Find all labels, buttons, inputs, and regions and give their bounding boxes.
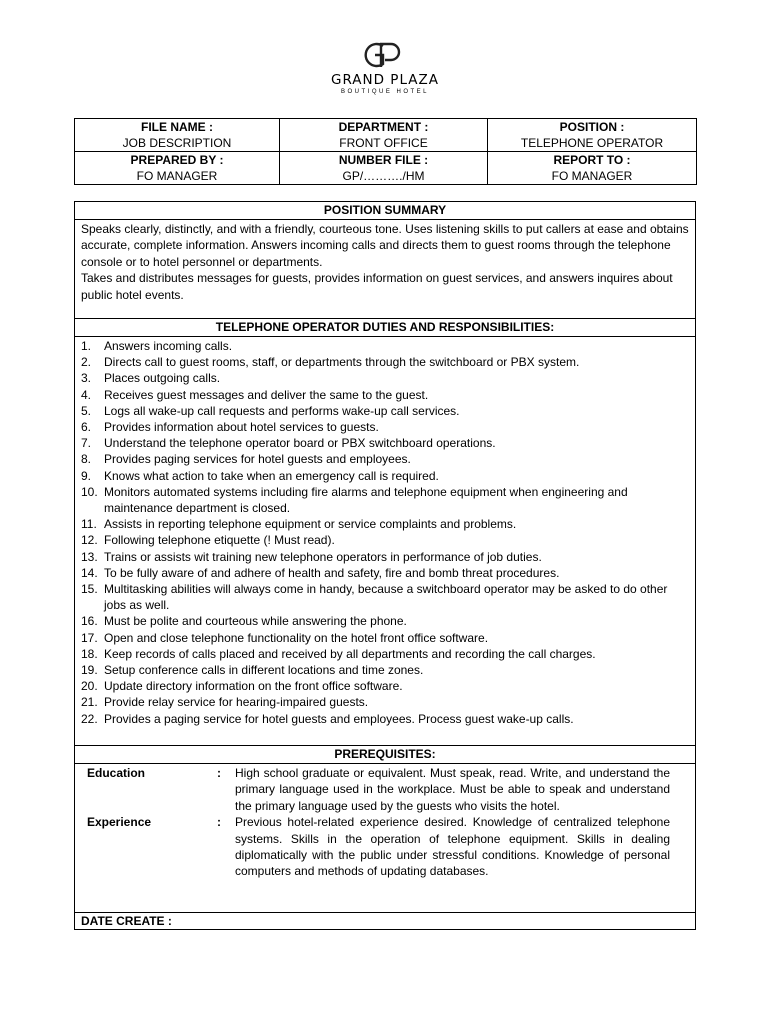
header-value: GP/………./HM (342, 169, 425, 183)
duty-text: Multitasking abilities will always come in handy, because a switchboard operator may be asked to do other jobs as well. (104, 582, 668, 613)
duty-text: Receives guest messages and deliver the same to the guest. (104, 387, 429, 402)
header-cell-prepared-by (75, 152, 280, 185)
brand-subtitle: BOUTIQUE HOTEL (340, 89, 429, 95)
experience-text: Previous hotel-related experience desired. Knowledge of centralized telephone systems. Skills in the operation of telephone equipment. Skills in dealing diplomatically with the public under stressful conditions. Knowledge of personal computers and methods of updating databases. (235, 815, 670, 879)
duty-item (81, 662, 689, 678)
header-value: TELEPHONE OPERATOR (520, 136, 664, 150)
duty-item (81, 354, 689, 370)
education-label: Education (87, 766, 146, 780)
header-cell-department (280, 119, 488, 152)
duty-number: 19. (81, 663, 98, 678)
duty-item (81, 581, 689, 613)
document-header-table (74, 118, 697, 185)
duty-item (81, 711, 689, 727)
prerequisites-title: PREREQUISITES: (75, 745, 695, 764)
duty-number: 2. (81, 355, 92, 370)
duty-item (81, 630, 689, 646)
duty-text: Update directory information on the front office software. (104, 679, 403, 694)
duty-number: 5. (81, 403, 92, 418)
duty-item (81, 435, 689, 451)
duty-item (81, 694, 689, 710)
header-label: DEPARTMENT : (338, 120, 429, 134)
duty-number: 22. (81, 711, 98, 726)
duty-number: 21. (81, 695, 98, 710)
duty-item (81, 370, 689, 386)
duty-text: Answers incoming calls. (104, 339, 233, 353)
summary-paragraph: Takes and distributes messages for guests, provides information on guest services, and answers inquires about public hotel events. (81, 271, 673, 302)
education-colon: : (217, 766, 221, 780)
duty-text: Provide relay service for hearing-impaired guests. (104, 695, 369, 710)
duty-item (81, 403, 689, 419)
duty-text: Directs call to guest rooms, staff, or departments through the switchboard or PBX system. (104, 355, 580, 370)
duty-number: 13. (81, 549, 98, 564)
duty-number: 10. (81, 484, 98, 499)
experience-row (87, 814, 670, 880)
duty-item (81, 565, 689, 581)
job-description-body (74, 201, 696, 930)
duty-item (81, 613, 689, 629)
duty-text: Trains or assists wit training new telephone operators in performance of job duties. (104, 549, 542, 564)
duty-text: Places outgoing calls. (104, 371, 221, 386)
header-value: JOB DESCRIPTION (122, 136, 232, 150)
duty-number: 1. (81, 339, 92, 353)
duty-number: 8. (81, 452, 92, 467)
gp-monogram-icon (361, 40, 409, 70)
header-label: NUMBER FILE : (338, 153, 429, 167)
duty-item (81, 646, 689, 662)
position-summary-title: POSITION SUMMARY (75, 202, 695, 220)
duty-text: Logs all wake-up call requests and performs wake-up call services. (104, 403, 460, 418)
duty-number: 17. (81, 630, 98, 645)
experience-colon: : (217, 815, 221, 830)
duty-number: 4. (81, 387, 92, 402)
header-cell-report-to (488, 152, 697, 185)
education-text: High school graduate or equivalent. Must speak, read. Write, and understand the primary language used in the workplace. Must be able to speak and understand the primary language used by the guests who visits the hotel. (235, 766, 670, 813)
header-label: PREPARED BY : (130, 153, 224, 167)
duty-text: Setup conference calls in different locations and time zones. (104, 663, 424, 678)
position-summary (75, 220, 695, 318)
duty-text: Must be polite and courteous while answering the phone. (104, 614, 407, 629)
duty-number: 20. (81, 679, 98, 694)
experience-label: Experience (87, 815, 152, 830)
duty-item (81, 532, 689, 548)
header-cell-file-name (75, 119, 280, 152)
duty-text: Keep records of calls placed and received by all departments and recording the call charges. (104, 646, 596, 661)
duty-text: Following telephone etiquette (! Must read). (104, 533, 335, 548)
header-row (75, 152, 697, 185)
header-label: REPORT TO : (553, 153, 631, 167)
duty-item (81, 484, 689, 516)
header-label: POSITION : (559, 120, 625, 134)
duty-item (81, 338, 689, 354)
duty-item (81, 387, 689, 403)
header-label: FILE NAME : (141, 120, 213, 134)
duty-text: Understand the telephone operator board or PBX switchboard operations. (104, 436, 496, 451)
duty-number: 15. (81, 582, 98, 597)
header-cell-position (488, 119, 697, 152)
duty-item (81, 516, 689, 532)
duty-item (81, 678, 689, 694)
duty-text: Knows what action to take when an emergency call is required. (104, 468, 439, 483)
duty-number: 3. (81, 371, 92, 386)
header-value: FO MANAGER (551, 169, 633, 183)
duty-item (81, 468, 689, 484)
duty-number: 18. (81, 646, 98, 661)
prerequisites (75, 764, 695, 912)
date-create: DATE CREATE : (75, 912, 695, 929)
duty-number: 9. (81, 468, 92, 483)
duties-title: TELEPHONE OPERATOR DUTIES AND RESPONSIBILITIES: (75, 318, 695, 337)
duties-list (75, 337, 695, 745)
duty-number: 6. (81, 420, 92, 435)
duty-text: Open and close telephone functionality on the hotel front office software. (104, 630, 489, 645)
header-row (75, 119, 697, 152)
duty-text: Provides a paging service for hotel guests and employees. Process guest wake-up calls. (104, 711, 574, 726)
duty-item (81, 419, 689, 435)
duty-text: Monitors automated systems including fire alarms and telephone equipment when engineering and maintenance department is closed. (104, 484, 628, 516)
header-value: FO MANAGER (136, 169, 218, 183)
brand-name: GRAND PLAZA (330, 72, 439, 88)
education-row (87, 765, 670, 814)
duty-number: 16. (81, 614, 98, 629)
duty-text: Assists in reporting telephone equipment or service complaints and problems. (104, 517, 517, 532)
duty-item (81, 451, 689, 467)
summary-paragraph: Speaks clearly, distinctly, and with a friendly, courteous tone. Uses listening skills to put callers at ease and obtains accurate, complete information. Answers incoming calls and directs them to guest rooms through the telephone console or to hotel personnel or departments. (81, 222, 689, 269)
duty-text: Provides paging services for hotel guests and employees. (104, 452, 411, 467)
hotel-logo (320, 40, 450, 104)
duty-text: Provides information about hotel services to guests. (104, 420, 379, 435)
duty-number: 14. (81, 565, 98, 580)
duty-item (81, 549, 689, 565)
duty-number: 12. (81, 533, 98, 548)
duty-text: To be fully aware of and adhere of health and safety, fire and bomb threat procedures. (104, 565, 560, 580)
header-cell-number-file (280, 152, 488, 185)
header-value: FRONT OFFICE (339, 136, 428, 150)
duty-number: 7. (81, 436, 92, 451)
duty-number: 11. (81, 517, 97, 532)
